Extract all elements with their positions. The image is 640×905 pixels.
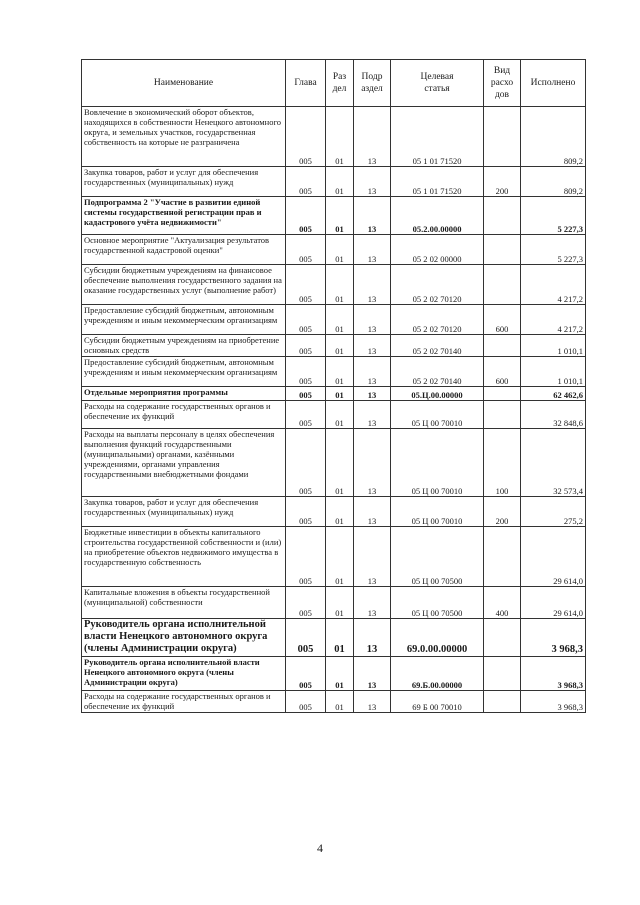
row-name-cell: Расходы на содержание государственных органов и обеспечение их функций — [82, 401, 286, 429]
row-name-cell: Бюджетные инвестиции в объекты капитального строительства государственной собственности и (или) на приобретение объектов недвижимого имущества в государственную собственность — [82, 527, 286, 587]
row-razdel-cell: 01 — [326, 387, 354, 401]
row-name-cell: Отдельные мероприятия программы — [82, 387, 286, 401]
row-expense-type-cell — [484, 387, 521, 401]
row-executed-cell: 4 217,2 — [521, 265, 586, 305]
row-glava-cell: 005 — [286, 527, 326, 587]
row-razdel-cell: 01 — [326, 429, 354, 497]
header-glava: Глава — [286, 60, 326, 107]
table-row — [82, 429, 586, 497]
row-expense-type-cell — [484, 619, 521, 657]
row-glava-cell: 005 — [286, 691, 326, 713]
row-razdel-cell: 01 — [326, 235, 354, 265]
table-header-row — [82, 60, 586, 107]
row-razdel-cell: 01 — [326, 527, 354, 587]
row-executed-cell: 809,2 — [521, 167, 586, 197]
header-name: Наименование — [82, 60, 286, 107]
row-target-article-cell: 05 Ц 00 70010 — [391, 497, 484, 527]
row-target-article-cell: 69.0.00.00000 — [391, 619, 484, 657]
row-razdel-cell: 01 — [326, 691, 354, 713]
row-expense-type-cell — [484, 265, 521, 305]
row-name-cell: Закупка товаров, работ и услуг для обеспечения государственных (муниципальных) нужд — [82, 497, 286, 527]
table-row — [82, 587, 586, 619]
row-target-article-cell: 05 2 02 70120 — [391, 305, 484, 335]
row-name-cell: Вовлечение в экономический оборот объектов, находящихся в собственности Ненецкого автономного округа, и земельных участков, государственная собственность на которые не разграничена — [82, 107, 286, 167]
row-expense-type-cell: 400 — [484, 587, 521, 619]
row-target-article-cell: 69 Б 00 70010 — [391, 691, 484, 713]
row-glava-cell: 005 — [286, 657, 326, 691]
row-podrazdel-cell: 13 — [354, 497, 391, 527]
row-executed-cell: 5 227,3 — [521, 197, 586, 235]
row-razdel-cell: 01 — [326, 657, 354, 691]
header-target-article: Целевая статья — [391, 60, 484, 107]
row-name-cell: Закупка товаров, работ и услуг для обеспечения государственных (муниципальных) нужд — [82, 167, 286, 197]
row-executed-cell: 3 968,3 — [521, 657, 586, 691]
row-razdel-cell: 01 — [326, 305, 354, 335]
row-executed-cell: 275,2 — [521, 497, 586, 527]
row-executed-cell: 32 573,4 — [521, 429, 586, 497]
header-expense-type: Вид расхо дов — [484, 60, 521, 107]
row-target-article-cell: 05 Ц 00 70010 — [391, 401, 484, 429]
row-razdel-cell: 01 — [326, 197, 354, 235]
row-expense-type-cell: 600 — [484, 305, 521, 335]
row-executed-cell: 62 462,6 — [521, 387, 586, 401]
row-glava-cell: 005 — [286, 167, 326, 197]
header-executed: Исполнено — [521, 60, 586, 107]
table-row — [82, 335, 586, 357]
table-row — [82, 527, 586, 587]
row-razdel-cell: 01 — [326, 107, 354, 167]
row-glava-cell: 005 — [286, 587, 326, 619]
row-podrazdel-cell: 13 — [354, 107, 391, 167]
row-name-cell: Предоставление субсидий бюджетным, автономным учреждениям и иным некоммерческим организациям — [82, 357, 286, 387]
row-podrazdel-cell: 13 — [354, 387, 391, 401]
row-glava-cell: 005 — [286, 305, 326, 335]
row-name-cell: Подпрограмма 2 "Участие в развитии единой системы государственной регистрации прав и кадастрового учёта недвижимости" — [82, 197, 286, 235]
row-podrazdel-cell: 13 — [354, 691, 391, 713]
table-row — [82, 305, 586, 335]
row-glava-cell: 005 — [286, 387, 326, 401]
table-row — [82, 107, 586, 167]
row-glava-cell: 005 — [286, 265, 326, 305]
row-executed-cell: 4 217,2 — [521, 305, 586, 335]
row-executed-cell: 809,2 — [521, 107, 586, 167]
table-row — [82, 265, 586, 305]
row-expense-type-cell — [484, 657, 521, 691]
row-name-cell: Предоставление субсидий бюджетным, автономным учреждениям и иным некоммерческим организациям — [82, 305, 286, 335]
row-razdel-cell: 01 — [326, 265, 354, 305]
row-executed-cell: 1 010,1 — [521, 335, 586, 357]
row-name-cell: Капитальные вложения в объекты государственной (муниципальной) собственности — [82, 587, 286, 619]
table-row — [82, 691, 586, 713]
page-number: 4 — [317, 841, 323, 855]
table-row — [82, 387, 586, 401]
table-row — [82, 167, 586, 197]
row-target-article-cell: 05 2 02 70120 — [391, 265, 484, 305]
row-glava-cell: 005 — [286, 619, 326, 657]
row-podrazdel-cell: 13 — [354, 401, 391, 429]
budget-table — [81, 59, 586, 713]
row-glava-cell: 005 — [286, 357, 326, 387]
row-target-article-cell: 69.Б.00.00000 — [391, 657, 484, 691]
row-target-article-cell: 05 Ц 00 70500 — [391, 527, 484, 587]
row-podrazdel-cell: 13 — [354, 167, 391, 197]
row-podrazdel-cell: 13 — [354, 305, 391, 335]
row-name-cell: Расходы на содержание государственных органов и обеспечение их функций — [82, 691, 286, 713]
table-body — [82, 107, 586, 713]
table-row — [82, 235, 586, 265]
row-glava-cell: 005 — [286, 197, 326, 235]
row-glava-cell: 005 — [286, 235, 326, 265]
row-expense-type-cell: 200 — [484, 497, 521, 527]
row-name-cell: Субсидии бюджетным учреждениям на приобретение основных средств — [82, 335, 286, 357]
row-name-cell: Основное мероприятие "Актуализация результатов государственной кадастровой оценки" — [82, 235, 286, 265]
table-row — [82, 357, 586, 387]
row-glava-cell: 005 — [286, 429, 326, 497]
row-target-article-cell: 05 Ц 00 70500 — [391, 587, 484, 619]
row-executed-cell: 3 968,3 — [521, 691, 586, 713]
row-expense-type-cell — [484, 401, 521, 429]
table-row — [82, 619, 586, 657]
row-expense-type-cell: 600 — [484, 357, 521, 387]
header-podrazdel: Подр аздел — [354, 60, 391, 107]
row-razdel-cell: 01 — [326, 497, 354, 527]
row-podrazdel-cell: 13 — [354, 657, 391, 691]
row-podrazdel-cell: 13 — [354, 235, 391, 265]
row-podrazdel-cell: 13 — [354, 265, 391, 305]
row-target-article-cell: 05 2 02 70140 — [391, 357, 484, 387]
row-name-cell: Расходы на выплаты персоналу в целях обеспечения выполнения функций государственными (муниципальными) органами, казёнными учреждениями, органами управления государственными внебюджетными фондами — [82, 429, 286, 497]
row-razdel-cell: 01 — [326, 401, 354, 429]
row-podrazdel-cell: 13 — [354, 587, 391, 619]
row-glava-cell: 005 — [286, 497, 326, 527]
row-target-article-cell: 05 Ц 00 70010 — [391, 429, 484, 497]
row-glava-cell: 005 — [286, 335, 326, 357]
row-expense-type-cell — [484, 197, 521, 235]
row-expense-type-cell: 100 — [484, 429, 521, 497]
row-podrazdel-cell: 13 — [354, 357, 391, 387]
row-razdel-cell: 01 — [326, 357, 354, 387]
row-expense-type-cell: 200 — [484, 167, 521, 197]
row-executed-cell: 29 614,0 — [521, 527, 586, 587]
row-executed-cell: 32 848,6 — [521, 401, 586, 429]
row-expense-type-cell — [484, 527, 521, 587]
row-razdel-cell: 01 — [326, 167, 354, 197]
row-name-cell: Руководитель органа исполнительной власти Ненецкого автономного округа (члены Администрации округа) — [82, 619, 286, 657]
row-executed-cell: 3 968,3 — [521, 619, 586, 657]
row-razdel-cell: 01 — [326, 335, 354, 357]
row-target-article-cell: 05.2.00.00000 — [391, 197, 484, 235]
table-row — [82, 497, 586, 527]
row-expense-type-cell — [484, 335, 521, 357]
row-name-cell: Руководитель органа исполнительной власти Ненецкого автономного округа (члены Администрации округа) — [82, 657, 286, 691]
row-razdel-cell: 01 — [326, 619, 354, 657]
header-razdel: Раз дел — [326, 60, 354, 107]
row-target-article-cell: 05 1 01 71520 — [391, 107, 484, 167]
row-glava-cell: 005 — [286, 107, 326, 167]
row-executed-cell: 29 614,0 — [521, 587, 586, 619]
row-target-article-cell: 05 2 02 00000 — [391, 235, 484, 265]
row-executed-cell: 5 227,3 — [521, 235, 586, 265]
row-expense-type-cell — [484, 691, 521, 713]
row-name-cell: Субсидии бюджетным учреждениям на финансовое обеспечение выполнения государственного задания на оказание государственных услуг (выполнение работ) — [82, 265, 286, 305]
row-podrazdel-cell: 13 — [354, 335, 391, 357]
row-glava-cell: 005 — [286, 401, 326, 429]
table-row — [82, 197, 586, 235]
row-expense-type-cell — [484, 235, 521, 265]
row-podrazdel-cell: 13 — [354, 527, 391, 587]
row-target-article-cell: 05 2 02 70140 — [391, 335, 484, 357]
row-podrazdel-cell: 13 — [354, 197, 391, 235]
row-podrazdel-cell: 13 — [354, 429, 391, 497]
row-podrazdel-cell: 13 — [354, 619, 391, 657]
row-razdel-cell: 01 — [326, 587, 354, 619]
row-executed-cell: 1 010,1 — [521, 357, 586, 387]
table-row — [82, 401, 586, 429]
row-target-article-cell: 05 1 01 71520 — [391, 167, 484, 197]
row-target-article-cell: 05.Ц.00.00000 — [391, 387, 484, 401]
table-row — [82, 657, 586, 691]
row-expense-type-cell — [484, 107, 521, 167]
